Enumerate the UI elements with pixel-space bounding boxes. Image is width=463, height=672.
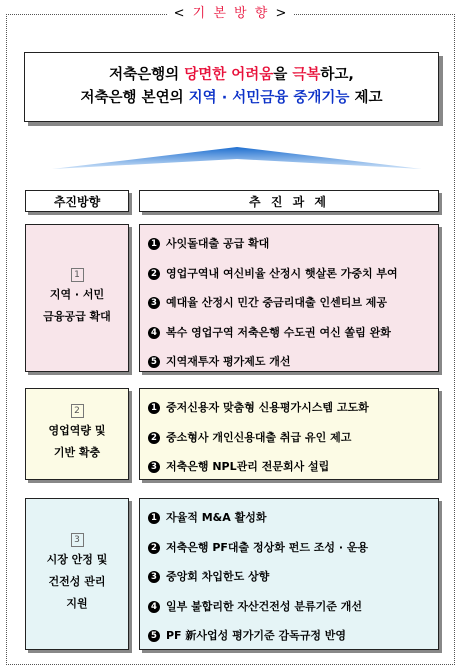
- direction-label: 지원: [66, 597, 88, 610]
- direction-box-3: [25, 498, 129, 650]
- task-text: 일부 불합리한 자산건전성 분류기준 개선: [166, 599, 362, 613]
- section-title: [168, 4, 294, 24]
- number-bullet-icon: 1: [148, 512, 160, 524]
- number-bullet-icon: 4: [148, 327, 160, 339]
- banner-segment: 을: [273, 67, 293, 83]
- number-bullet-icon: 2: [148, 432, 160, 444]
- task-item: [148, 625, 438, 655]
- task-item: [148, 507, 438, 537]
- number-bullet-icon: 2: [148, 268, 160, 280]
- number-bullet-icon: 5: [148, 356, 160, 368]
- header-direction: 추진방향: [25, 190, 129, 212]
- task-item: [148, 596, 438, 626]
- task-item: [148, 537, 438, 567]
- task-list-3: [139, 498, 439, 650]
- number-bullet-icon: 4: [148, 601, 160, 613]
- task-text: PF 新사업성 평가기준 감독규정 반영: [166, 629, 347, 642]
- task-item: [148, 351, 438, 381]
- task-text: 사잇돌대출 공급 확대: [166, 237, 270, 250]
- task-text: 중소형사 개인신용대출 취급 유인 제고: [166, 430, 352, 444]
- direction-label: 시장 안정 및: [46, 553, 108, 566]
- task-text: 저축은행 PF대출 정상화 펀드 조성 · 운용: [166, 540, 369, 554]
- banner-segment: 저축은행 본연의: [80, 90, 189, 106]
- task-item: [148, 292, 438, 322]
- number-bullet-icon: 2: [148, 542, 160, 554]
- direction-box-2: [25, 388, 129, 480]
- direction-label: 기반 확충: [53, 446, 101, 459]
- banner-line-2: [25, 87, 438, 110]
- banner-segment: 제고: [349, 90, 383, 106]
- task-item: [148, 566, 438, 596]
- number-bullet-icon: 1: [148, 238, 160, 250]
- task-list-2: [139, 388, 439, 480]
- title-open-bracket: <: [173, 6, 187, 21]
- number-bullet-icon: 3: [148, 297, 160, 309]
- number-bullet-icon: 1: [148, 402, 160, 414]
- direction-label: 건전성 관리: [48, 575, 106, 588]
- task-text: 중앙회 차입한도 상향: [166, 570, 270, 583]
- banner-segment: 하고,: [320, 67, 354, 83]
- banner-segment: 저축은행의: [109, 67, 185, 83]
- banner-line-1: [25, 64, 438, 87]
- number-bullet-icon: 3: [148, 461, 160, 473]
- task-item: [148, 322, 438, 352]
- direction-number: 2: [71, 404, 84, 418]
- number-bullet-icon: 3: [148, 571, 160, 583]
- task-text: 중저신용자 맞춤형 신용평가시스템 고도화: [166, 401, 369, 414]
- number-bullet-icon: 5: [148, 630, 160, 642]
- title-text: 기 본 방 향: [192, 6, 270, 21]
- direction-box-1: [25, 224, 129, 372]
- banner-segment: 극복: [292, 67, 321, 83]
- task-item: [148, 233, 438, 263]
- banner-segment: 지역 · 서민금융 중개기능: [188, 90, 350, 106]
- direction-label: 지역 · 서민: [49, 288, 105, 301]
- task-text: 지역재투자 평가제도 개선: [166, 355, 291, 368]
- banner-segment: 당면한 어려움: [184, 67, 274, 83]
- goal-banner: [24, 52, 439, 122]
- title-close-bracket: >: [275, 6, 289, 21]
- task-list-1: [139, 224, 439, 372]
- task-item: [148, 263, 438, 293]
- task-item: [148, 397, 438, 427]
- task-item: [148, 456, 438, 486]
- direction-label: 영업역량 및: [48, 424, 106, 437]
- direction-number: 3: [71, 533, 84, 547]
- task-item: [148, 427, 438, 457]
- chevron-arrow-icon: [52, 147, 422, 169]
- task-text: 복수 영업구역 저축은행 수도권 여신 쏠림 완화: [166, 325, 391, 339]
- direction-number: 1: [71, 268, 84, 282]
- header-tasks: 추 진 과 제: [139, 190, 439, 212]
- direction-label: 금융공급 확대: [43, 310, 111, 323]
- task-text: 자율적 M&A 활성화: [166, 511, 267, 524]
- task-text: 저축은행 NPL관리 전문회사 설립: [166, 460, 330, 473]
- task-text: 영업구역내 여신비율 산정시 햇살론 가중치 부여: [166, 266, 398, 280]
- task-text: 예대율 산정시 민간 중금리대출 인센티브 제공: [166, 296, 388, 309]
